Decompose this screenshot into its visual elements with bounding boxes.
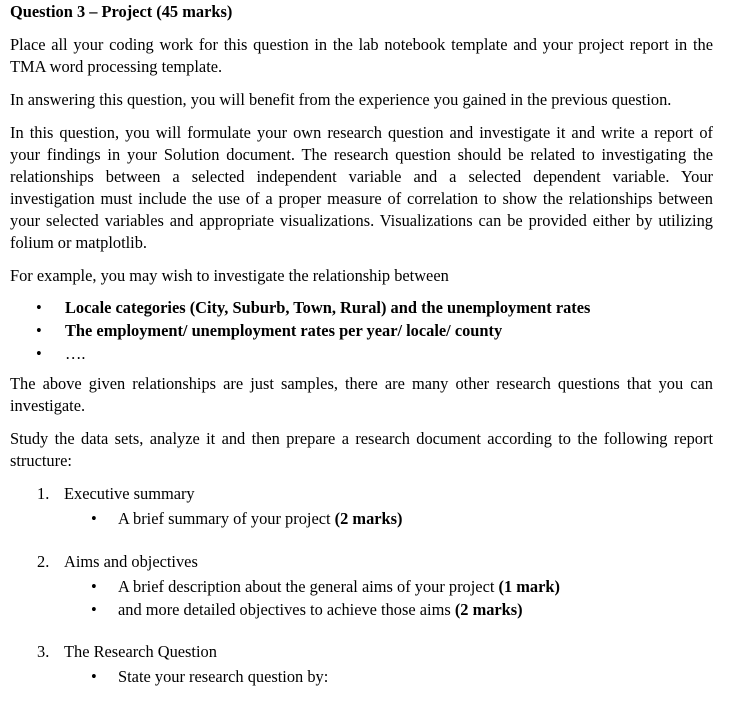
structure-subitem — [64, 665, 713, 688]
subitem-text: State your research question by: — [118, 667, 329, 686]
structure-number: 3. — [37, 642, 50, 661]
report-structure-list — [10, 483, 713, 688]
example-text: Locale categories (City, Suburb, Town, Rural) and the unemployment rates — [65, 298, 591, 317]
structure-subitems — [64, 665, 713, 688]
marks-label: (2 marks) — [454, 600, 523, 619]
bullet-icon: • — [36, 298, 42, 317]
example-relationships-list — [10, 296, 713, 365]
structure-item-aims — [10, 551, 713, 621]
example-item — [10, 319, 713, 342]
study-instructions-paragraph: Study the data sets, analyze it and then prepare a research document according to the following report structure: — [10, 429, 713, 470]
question-description-paragraph: In this question, you will formulate your own research question and investigate it and write a report of your findings in your Solution document. The research question should be related to investigating the relationships between a selected independent variable and a selected dependent variable. Your investigation must include the use of a proper measure of correlation to show the relationships between your selected variables and appropriate visualizations. Visualizations can be provided either by utilizing folium or matplotlib. — [10, 123, 713, 252]
experience-paragraph: In answering this question, you will benefit from the experience you gained in the previous question. — [10, 90, 672, 109]
example-text: …. — [65, 344, 86, 363]
structure-subitem — [64, 575, 713, 598]
subitem-text: A brief summary of your project — [118, 509, 335, 528]
example-item — [10, 296, 713, 319]
structure-item-executive-summary — [10, 483, 713, 530]
bullet-icon: • — [91, 509, 97, 528]
structure-item-research-question — [10, 641, 713, 688]
bullet-icon: • — [91, 577, 97, 596]
structure-heading: The Research Question — [64, 642, 217, 661]
bullet-icon: • — [91, 667, 97, 686]
bullet-icon: • — [36, 321, 42, 340]
example-item — [10, 342, 713, 365]
instructions-paragraph: Place all your coding work for this question in the lab notebook template and your project report in the TMA word processing template. — [10, 35, 713, 76]
structure-subitems — [64, 575, 713, 621]
marks-label: (2 marks) — [334, 509, 403, 528]
structure-subitems — [64, 507, 713, 530]
subitem-text: and more detailed objectives to achieve those aims — [118, 600, 455, 619]
structure-number: 1. — [37, 484, 50, 503]
structure-subitem — [64, 507, 713, 530]
question-title: Question 3 – Project (45 marks) — [10, 2, 233, 21]
structure-subitem — [64, 598, 713, 621]
subitem-text: A brief description about the general aims of your project — [118, 577, 499, 596]
bullet-icon: • — [91, 600, 97, 619]
document-page — [10, 1, 713, 688]
example-intro-paragraph: For example, you may wish to investigate the relationship between — [10, 266, 449, 285]
example-text: The employment/ unemployment rates per year/ locale/ county — [65, 321, 503, 340]
samples-note-paragraph: The above given relationships are just samples, there are many other research questions that you can investigate. — [10, 374, 713, 415]
bullet-icon: • — [36, 344, 42, 363]
structure-heading: Executive summary — [64, 484, 195, 503]
marks-label: (1 mark) — [498, 577, 560, 596]
structure-number: 2. — [37, 552, 50, 571]
structure-heading: Aims and objectives — [64, 552, 198, 571]
